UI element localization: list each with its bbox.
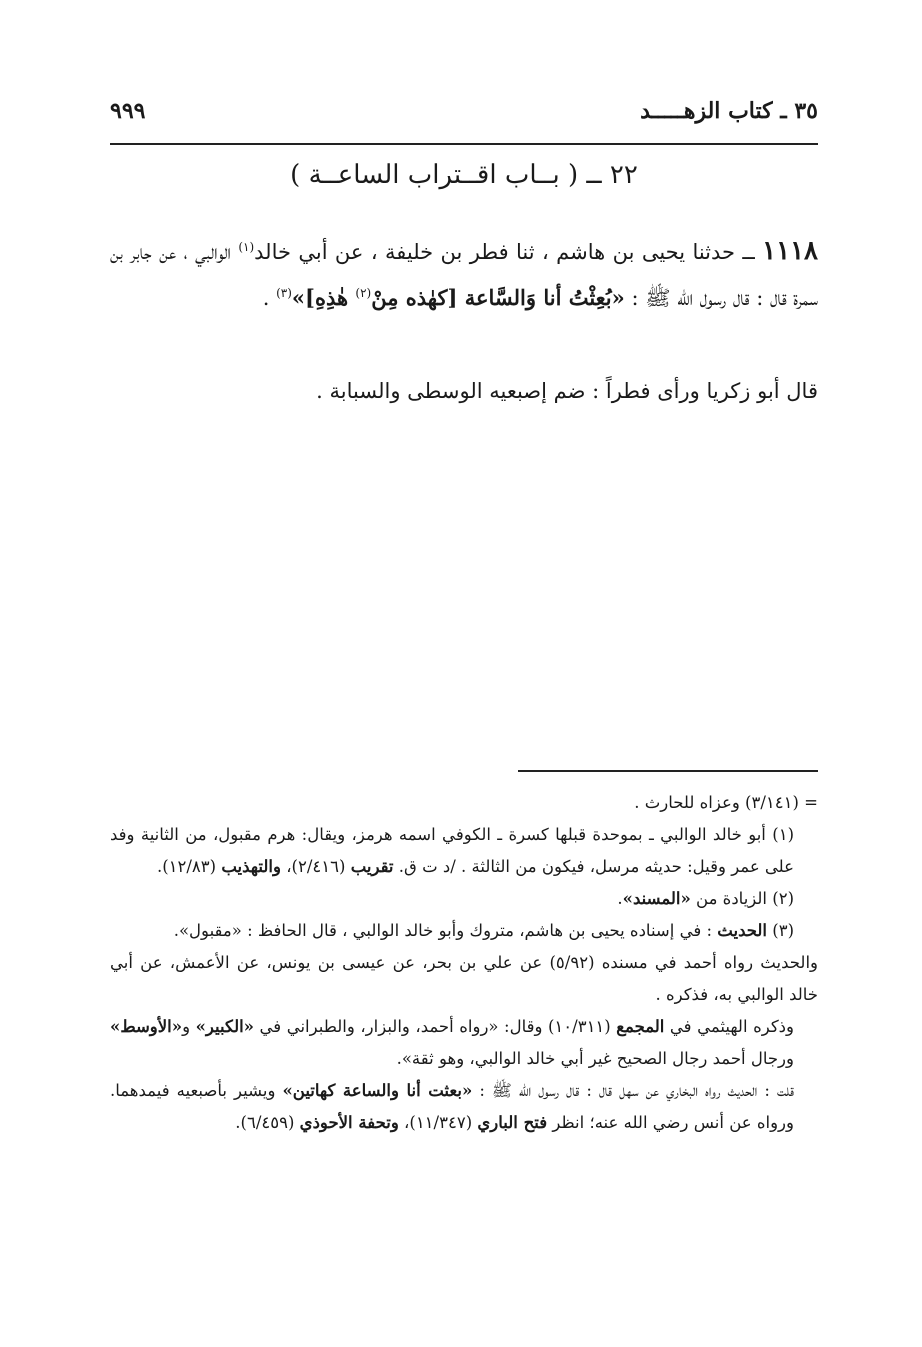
- footnote-text: (٢/٤١٦)،: [280, 857, 351, 876]
- footnote-text: (٢) الزيادة من: [690, 889, 794, 908]
- header-rule: [110, 143, 818, 145]
- note-text: قال أبو زكريا ورأى فطراً : ضم إصبعيه الوسطى والسبابة .: [316, 379, 818, 403]
- hadith-text: الوالبي ، عن جابر بن سمرة قال : قال رسول الله ﷺ :: [110, 240, 818, 310]
- page-header: [110, 98, 818, 132]
- footnote-text: = (٣/١٤١) وعزاه للحارث .: [634, 793, 818, 812]
- hadith-number: ١١١٨: [762, 236, 818, 266]
- footnote-text: (١١/٣٤٧)،: [398, 1113, 478, 1132]
- hadith-paragraph: [110, 228, 818, 321]
- footnote-text: وذكره الهيثمي في: [664, 1017, 794, 1036]
- footnote-bold: تقريب: [350, 857, 394, 876]
- footnote-text: : في إسناده يحيى بن هاشم، متروك وأبو خالد الوالبي ، قال الحافظ : «مقبول».: [173, 921, 718, 940]
- footnote-bold: فتح الباري: [477, 1113, 548, 1132]
- footnote-bold: المجمع: [616, 1017, 665, 1036]
- hadith-text: ــ حدثنا يحيى بن هاشم ، ثنا فطر بن خليفة ، عن أبي خالد: [254, 240, 763, 264]
- footnote-ref: (١): [238, 240, 255, 254]
- footnote-text: .: [617, 889, 623, 908]
- section-title: ٢٢ ــ ( بــاب اقــتراب الساعــة ): [290, 160, 638, 190]
- footnote-text: ورجال أحمد رجال الصحيح غير أبي خالد الوالبي، وهو ثقة».: [396, 1049, 794, 1068]
- chapter-title: ٣٥ ـ كتاب الزهـــــد: [640, 98, 818, 124]
- footnote-bold: «المسند»: [622, 889, 691, 908]
- footnote-bold: «بعثت أنا والساعة كهاتين»: [282, 1081, 473, 1100]
- footnote-ref: (٢): [355, 286, 372, 300]
- footnote-text: و: [182, 1017, 196, 1036]
- footnote-bold: «الكبير»: [195, 1017, 254, 1036]
- footnotes: [110, 787, 818, 1139]
- footnote-bold: وتحفة الأحوذي: [299, 1113, 399, 1132]
- footnote-ref: (٣): [276, 286, 292, 300]
- footnote-bold: الحديث: [717, 921, 767, 940]
- hadith-quote: «بُعِثْتُ أنا وَالسَّاعة [كهٰذه مِنْ: [371, 285, 625, 310]
- footnote-rule: [518, 770, 818, 772]
- footnote-text: ويشير بأصبعيه فيمدهما. ورواه عن أنس رضي الله عنه؛ انظر: [110, 1081, 794, 1132]
- footnote-text: والحديث رواه أحمد في مسنده (٥/٩٢) عن علي بن بحر، عن عيسى بن يونس، عن الأعمش، عن أبي خالد الوالبي به، فذكره .: [110, 953, 818, 1004]
- footnote-text: (١٢/٨٣).: [156, 857, 222, 876]
- footnote-bold: والتهذيب: [221, 857, 281, 876]
- footnote-text: (١٠/٣١١) وقال: «رواه أحمد، والبزار، والطبراني في: [254, 1017, 617, 1036]
- hadith-text: .: [262, 286, 277, 310]
- footnote-continuation: [110, 787, 818, 819]
- footnote-text: (٦/٤٥٩).: [235, 1113, 300, 1132]
- footnote-3: [110, 915, 818, 947]
- footnote-1: [110, 819, 818, 883]
- footnote-text: (١) أبو خالد الوالبي ـ بموحدة قبلها كسرة ـ الكوفي اسمه هرمز، ويقال: هرم مقبول، من الثانية وفد على عمر وقيل: حديثه مرسل، فيكون من الثالثة . /د ت ق.: [110, 825, 794, 876]
- footnote-text: قلت : الحديث رواه البخاري عن سهل قال : قال رسول الله ﷺ :: [472, 1081, 794, 1100]
- footnote-3-line2: [110, 947, 818, 1011]
- footnote-bold: «الأوسط»: [110, 1017, 183, 1036]
- footnote-3-para2: [110, 1011, 818, 1075]
- footnote-text: (٣): [767, 921, 794, 940]
- hadith-quote: هٰذِهِ]»: [291, 285, 356, 310]
- footnote-2: [110, 883, 818, 915]
- page-number: ٩٩٩: [110, 98, 146, 124]
- narrator-note: [110, 368, 818, 414]
- footnote-3-para3: [110, 1075, 818, 1139]
